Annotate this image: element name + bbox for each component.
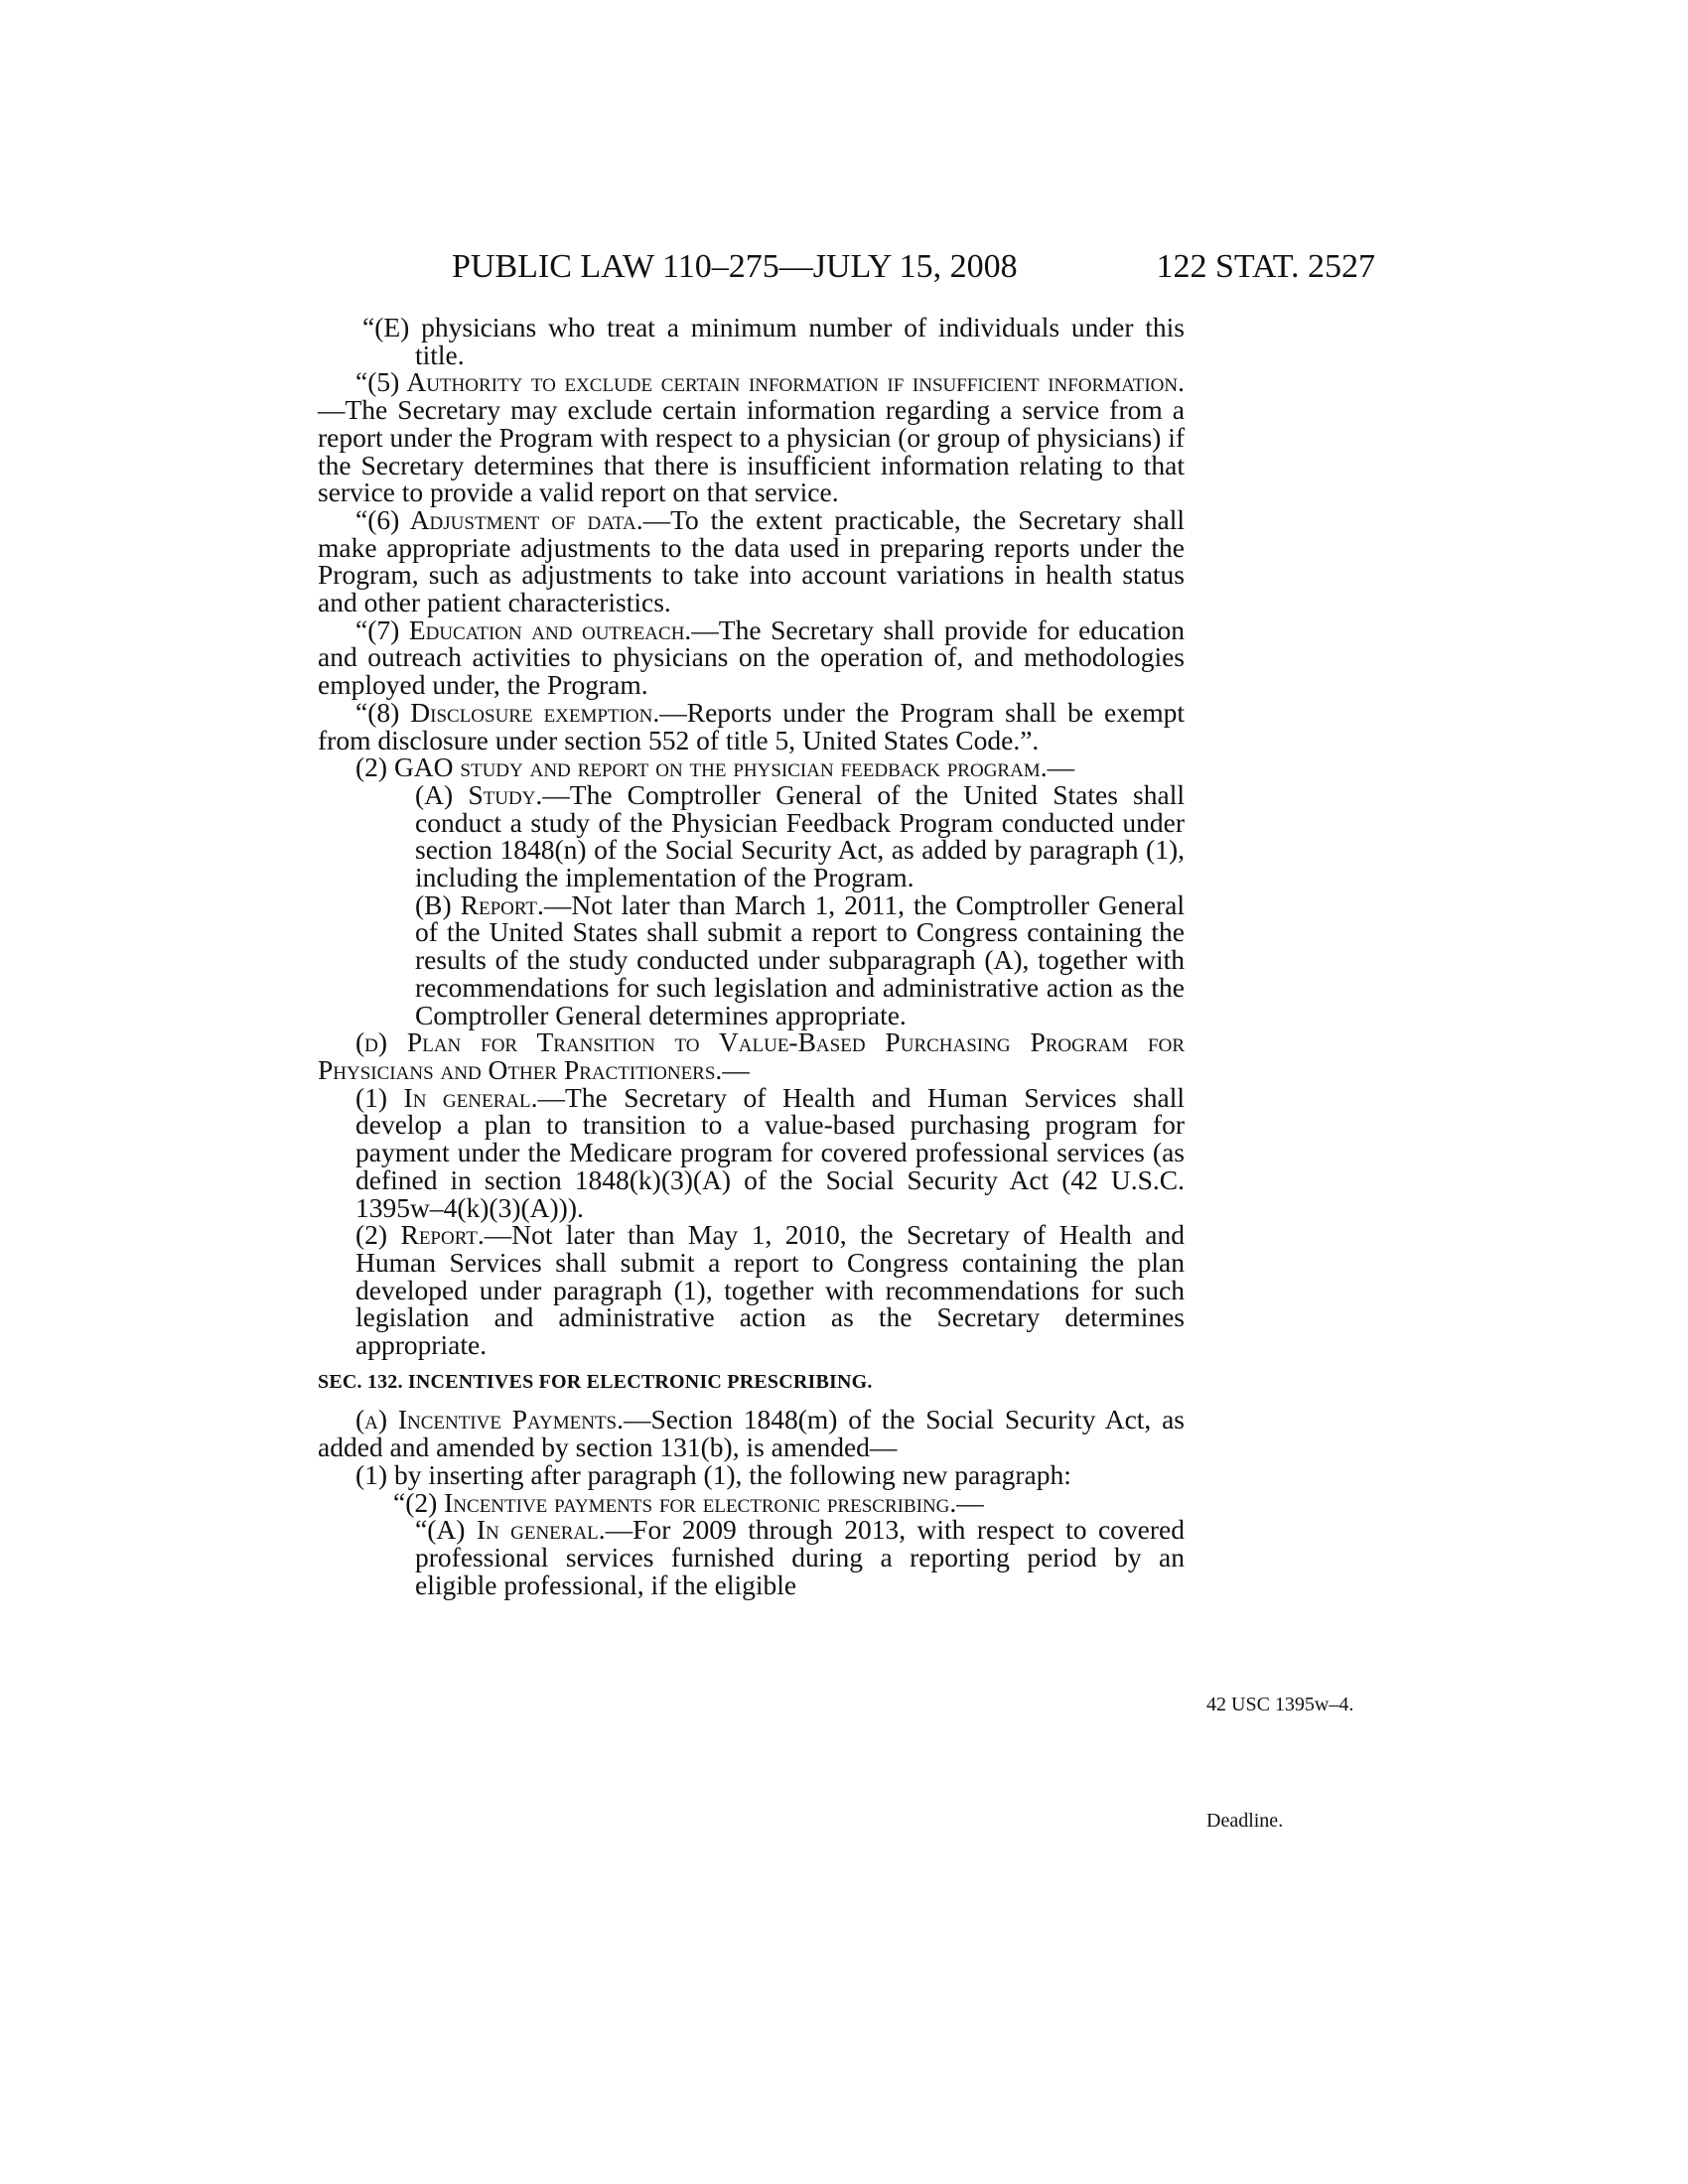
- subparagraph-a-heading: (A) Study.: [415, 778, 543, 810]
- paragraph-e: “(E) physicians who treat a minimum number of individuals under this title.: [362, 312, 1185, 370]
- paragraph-7-text: —The Secretary shall provide for education and outreach activities to physicians on the operation of, and methodologies employed under, the Program.: [318, 614, 1186, 701]
- gao-study-heading: (2) GAO study and report on the physician feedback program.—: [355, 751, 1075, 783]
- paragraph-6: [318, 503, 1185, 618]
- paragraph-7-heading: “(7) Education and outreach.: [355, 614, 692, 645]
- section-132-title: SEC. 132. INCENTIVES FOR ELECTRONIC PRESCRIBING.: [318, 1370, 873, 1393]
- margin-note-usc: 42 USC 1395w–4.: [1206, 1694, 1354, 1715]
- subparagraph-b-heading: (B) Report.: [415, 888, 544, 920]
- margin-note-deadline: Deadline.: [1206, 1810, 1284, 1832]
- paragraph-7: [318, 616, 1185, 699]
- document-body: [318, 314, 1185, 1598]
- subsection-d-2: [318, 1221, 1185, 1359]
- subsection-d-2-heading: (2) Report.: [355, 1219, 485, 1251]
- header-public-law: PUBLIC LAW 110–275—JULY 15, 2008: [452, 248, 1018, 285]
- paragraph-5-heading: “(5) Authority to exclude certain information if insufficient information.: [355, 366, 1185, 398]
- subparagraph-a-study: [318, 778, 1185, 893]
- subsection-d-1-heading: (1) In general.: [355, 1081, 538, 1113]
- paragraph-6-heading: “(6) Adjustment of data.: [355, 503, 643, 535]
- section-132-a-2-A-heading: “(A) In general.: [415, 1514, 606, 1546]
- section-132-a: [318, 1404, 1185, 1463]
- subsection-d-heading: (d) Plan for Transition to Value-Based Purchasing Program for Physicians and Other Practitioners.—: [318, 1026, 1185, 1085]
- running-header: [452, 248, 1375, 288]
- section-132-a-2-heading: “(2) Incentive payments for electronic prescribing.—: [393, 1486, 984, 1518]
- header-stat-page: 122 STAT. 2527: [1156, 248, 1375, 285]
- paragraph-8-text: —Reports under the Program shall be exempt from disclosure under section 552 of title 5, United States Code.”.: [318, 696, 1185, 755]
- subparagraph-b-report: [318, 888, 1185, 1030]
- subparagraph-a-text: —The Comptroller General of the United States shall conduct a study of the Physician Feedback Program conducted under section 1848(n) of the Social Security Act, as added by paragraph (1), including the implementation of the Program.: [415, 778, 1185, 893]
- paragraph-8: [318, 696, 1185, 755]
- section-132-a-2-A-text: —For 2009 through 2013, with respect to covered professional services furnished during a reporting period by an eligible professional, if the eligible: [415, 1514, 1185, 1600]
- subsection-d-1-text: —The Secretary of Health and Human Services shall develop a plan to transition to a value-based purchasing program for payment under the Medicare program for covered professional services (as defined in section 1848(k)(3)(A) of the Social Security Act (42 U.S.C. 1395w–4(k)(3)(A))).: [355, 1081, 1185, 1223]
- section-132-a-2-A: [318, 1516, 1185, 1598]
- subparagraph-b-text: —Not later than March 1, 2011, the Comptroller General of the United States shall submit a report to Congress containing the results of the study conducted under subparagraph (A), together with recommendations for such legislation and administrative action as the Comptroller General determines appropriate.: [415, 888, 1185, 1030]
- subsection-d-2-text: —Not later than May 1, 2010, the Secretary of Health and Human Services shall submit a report to Congress containing the plan developed under paragraph (1), together with recommendations for such legislation and administrative action as the Secretary determines appropriate.: [355, 1219, 1185, 1361]
- paragraph-6-text: —To the extent practicable, the Secretary shall make appropriate adjustments to the data used in preparing reports under the Program, such as adjustments to take into account variations in health status and other patient characteristics.: [318, 503, 1185, 618]
- section-132-a-heading: (a) Incentive Payments.: [355, 1404, 624, 1435]
- paragraph-5: [318, 368, 1185, 506]
- section-132-a-text: —Section 1848(m) of the Social Security Act, as added and amended by section 131(b), is amended—: [318, 1404, 1185, 1463]
- paragraph-8-heading: “(8) Disclosure exemption.: [355, 696, 660, 728]
- section-132-a-1: (1) by inserting after paragraph (1), the following new paragraph:: [355, 1458, 1071, 1490]
- subsection-d-1: [318, 1081, 1185, 1223]
- paragraph-5-text: —The Secretary may exclude certain information regarding a service from a report under the Program with respect to a physician (or group of physicians) if the Secretary determines that there is insufficient information relating to that service to provide a valid report on that service.: [318, 394, 1185, 508]
